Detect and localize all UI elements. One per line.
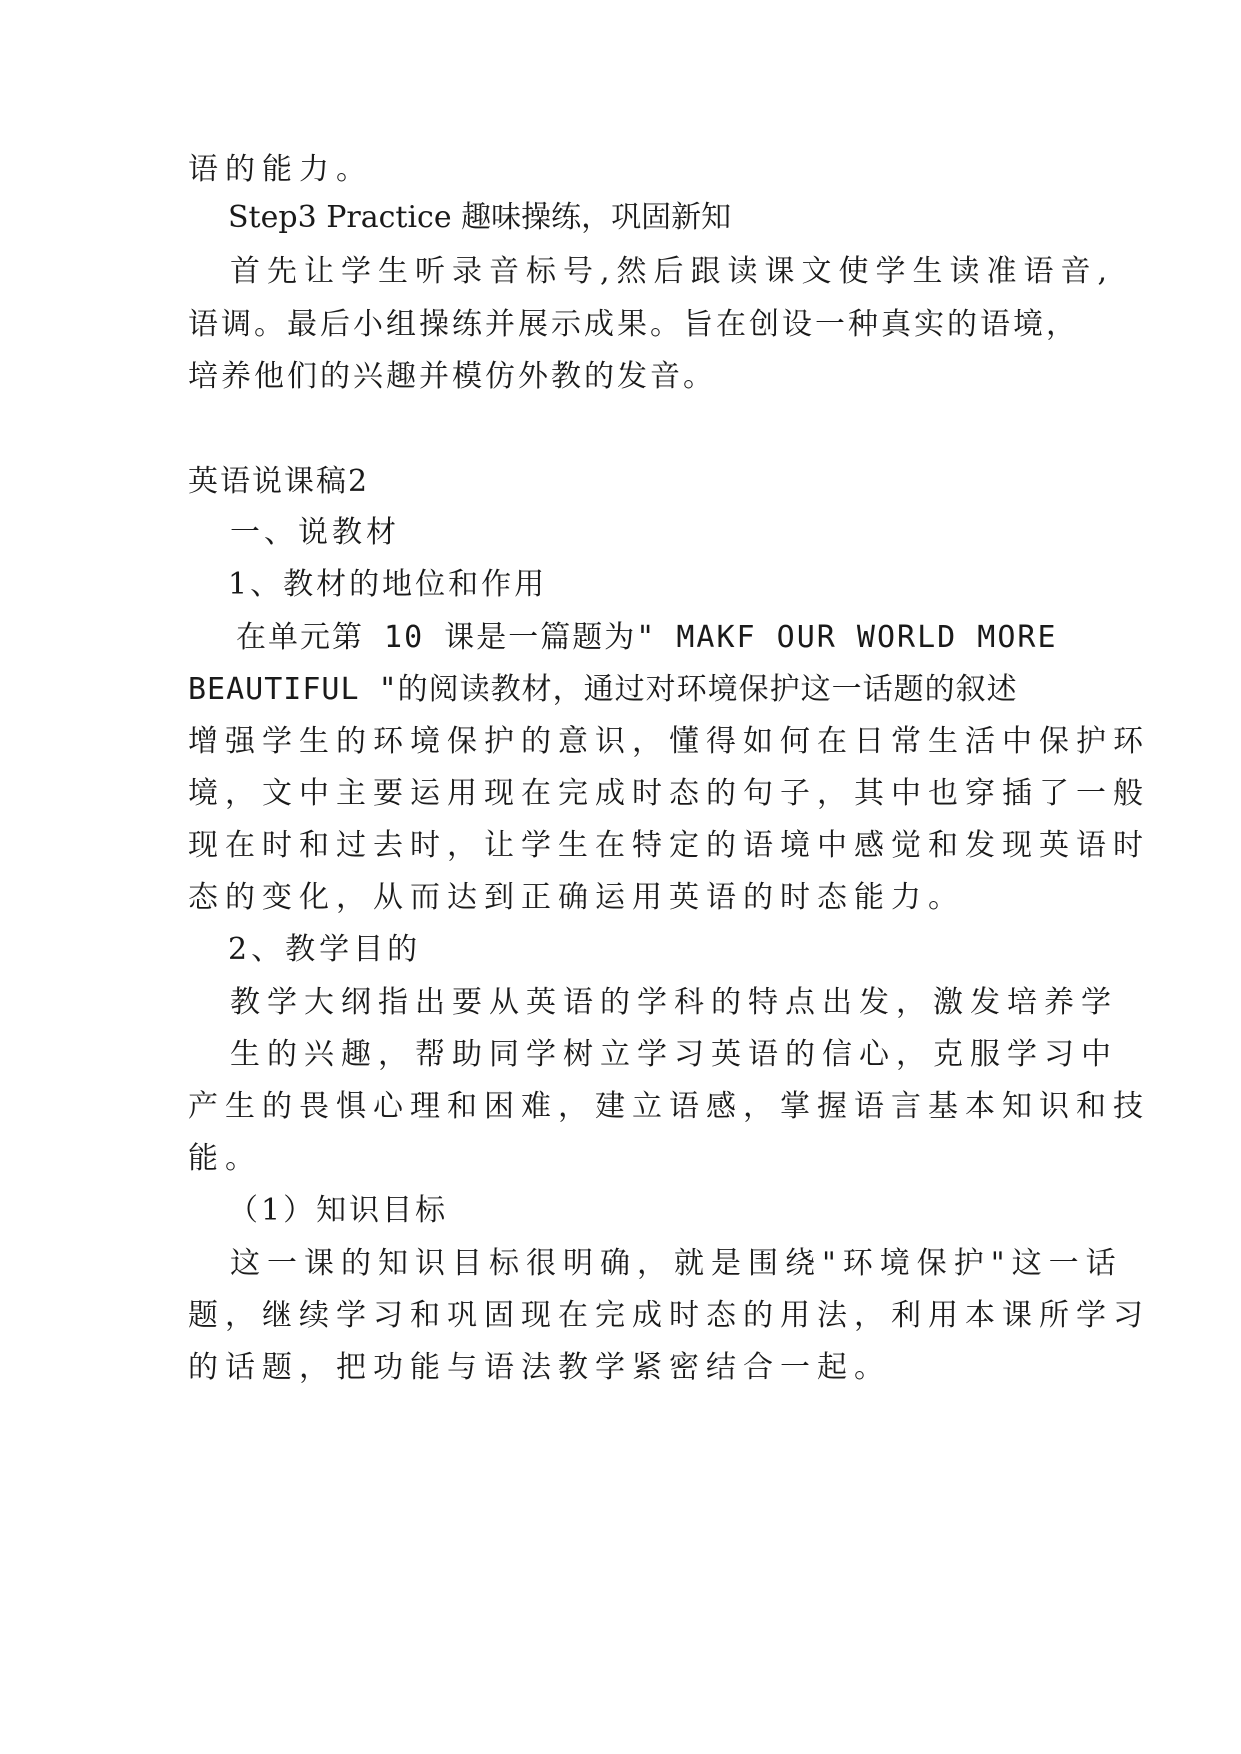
- text-line-16: 教学大纲指出要从英语的学科的特点出发，激发培养学: [230, 985, 1118, 1020]
- subheading-teaching-purpose: 2、教学目的: [228, 932, 422, 967]
- text-line-23: 的话题，把功能与语法教学紧密结合一起。: [188, 1350, 891, 1385]
- text-line-9: 在单元第 10 课是一篇题为" MAKF OUR WORLD MORE: [236, 620, 1058, 655]
- text-line-17: 生的兴趣，帮助同学树立学习英语的信心，克服学习中: [230, 1037, 1118, 1072]
- text-line-11: 增强学生的环境保护的意识，懂得如何在日常生活中保护环: [188, 724, 1150, 759]
- text-line-14: 态的变化，从而达到正确运用英语的时态能力。: [188, 880, 965, 915]
- subheading-position: 1、教材的地位和作用: [228, 567, 548, 602]
- text-line-21: 这一课的知识目标很明确，就是围绕"环境保护"这一话: [230, 1246, 1123, 1281]
- text-line-4: 语调。最后小组操练并展示成果。旨在创设一种真实的语境，: [188, 307, 1079, 342]
- subheading-knowledge-goal: （1）知识目标: [228, 1193, 449, 1228]
- step3-heading: Step3 Practice 趣味操练，巩固新知: [228, 200, 732, 235]
- text-line-19: 能。: [188, 1141, 262, 1176]
- text-line-22: 题，继续学习和巩固现在完成时态的用法，利用本课所学习: [188, 1298, 1150, 1333]
- text-line-10: BEAUTIFUL "的阅读教材，通过对环境保护这一话题的叙述: [188, 672, 1018, 707]
- text-line-13: 现在时和过去时，让学生在特定的语境中感觉和发现英语时: [188, 828, 1150, 863]
- text-line-5: 培养他们的兴趣并模仿外教的发音。: [188, 359, 716, 394]
- heading-textbook: 一、说教材: [230, 515, 400, 550]
- text-line-18: 产生的畏惧心理和困难，建立语感，掌握语言基本知识和技: [188, 1089, 1150, 1124]
- text-line-1: 语的能力。: [188, 152, 373, 187]
- section-title: 英语说课稿2: [188, 464, 370, 499]
- text-line-12: 境，文中主要运用现在完成时态的句子，其中也穿插了一般: [188, 776, 1150, 811]
- text-line-3: 首先让学生听录音标号,然后跟读课文使学生读准语音,: [230, 254, 1115, 289]
